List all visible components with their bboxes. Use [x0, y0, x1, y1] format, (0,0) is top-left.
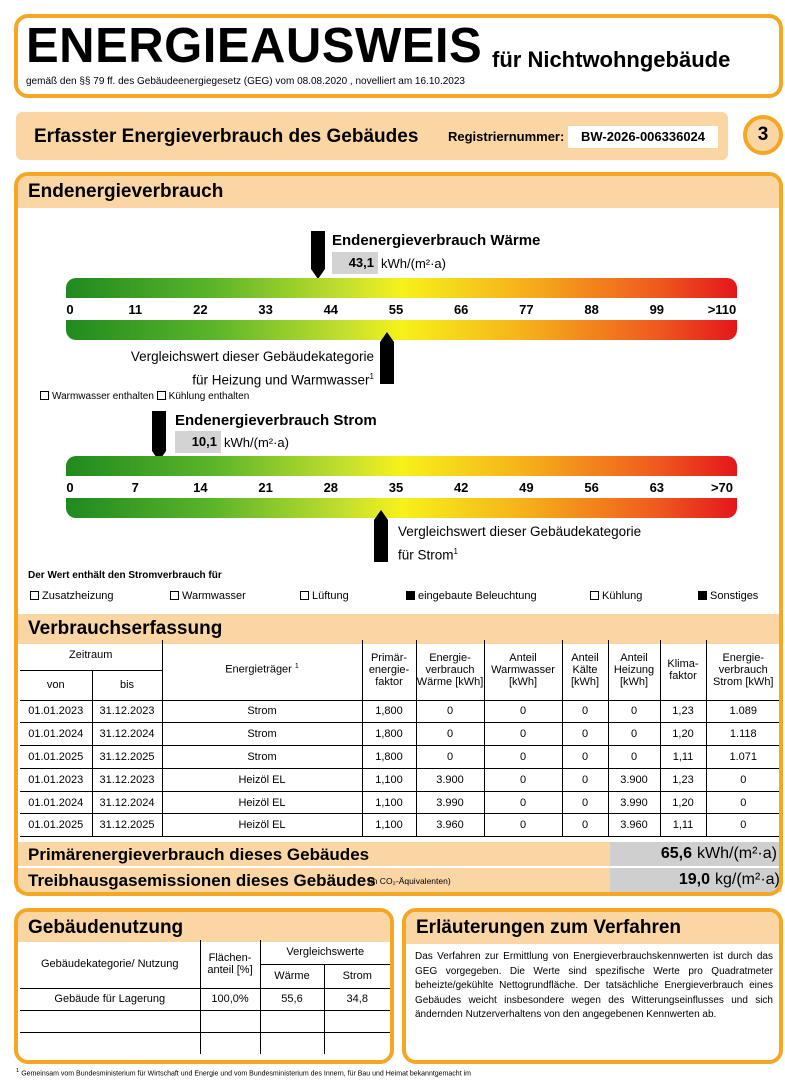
table-row: [20, 814, 780, 837]
cell-kaelte: 0: [562, 746, 608, 769]
table-row: [20, 768, 780, 791]
strom-item-label: Lüftung: [312, 590, 349, 602]
cell-bis: 31.12.2025: [92, 814, 162, 837]
cell-warmwasser: 0: [484, 791, 562, 814]
nutzung-empty-row: [20, 1010, 390, 1032]
cell-bis: 31.12.2025: [92, 746, 162, 769]
cell-traeger: Heizöl EL: [162, 791, 362, 814]
footnote-mark: 1: [16, 1068, 20, 1074]
legal-basis: gemäß den §§ 79 ff. des Gebäudeenergiegesetz (GEG) vom 08.08.2020 , novelliert am 16.10.2023: [26, 76, 465, 87]
banner-title: Erfasster Energieverbrauch des Gebäudes: [34, 126, 419, 147]
cell-kaelte: 0: [562, 723, 608, 746]
strom-item: [300, 590, 349, 602]
waerme-value: 43,1: [332, 252, 378, 274]
header-faktor: Primär- energie- faktor: [362, 640, 416, 700]
waerme-tick: 77: [519, 302, 534, 317]
waerme-tick: 55: [388, 302, 404, 317]
cell-von: 01.01.2023: [20, 768, 92, 791]
treibhaus-label: Treibhausgasemissionen dieses Gebäudes: [28, 871, 376, 890]
banner: [16, 112, 728, 160]
waerme-tick: 88: [584, 302, 599, 317]
strom-tick: 35: [388, 480, 404, 495]
cell-heizung: 0: [608, 700, 660, 723]
strom-item-checkbox: [406, 591, 415, 600]
strom-item-checkbox: [300, 591, 309, 600]
header-traeger-mark: 1: [294, 663, 299, 671]
check-warmwasser: [40, 391, 154, 402]
strom-tick: 14: [193, 480, 208, 495]
cell-faktor: 1,800: [362, 700, 416, 723]
cell-von: 01.01.2025: [20, 814, 92, 837]
strom-item-label: Kühlung: [602, 590, 643, 602]
cell-traeger: Heizöl EL: [162, 814, 362, 837]
waerme-pointer: [311, 231, 325, 279]
nutzung-section: [14, 908, 394, 1064]
nutzung-strom: 34,8: [324, 988, 390, 1010]
registration-number: BW-2026-006336024: [568, 126, 718, 148]
cell-bis: 31.12.2023: [92, 700, 162, 723]
cell-warmwasser: 0: [484, 723, 562, 746]
cell-traeger: Strom: [162, 746, 362, 769]
strom-item-checkbox: [590, 591, 599, 600]
cell-von: 01.01.2024: [20, 723, 92, 746]
cell-warmwasser: 0: [484, 700, 562, 723]
cell-strom: 0: [706, 814, 780, 837]
cell-waerme: 0: [416, 723, 484, 746]
cell-faktor: 1,100: [362, 768, 416, 791]
cell-klima: 1,11: [660, 814, 706, 837]
waerme-reference-line1: Vergleichswert dieser Gebäudekategorie: [130, 349, 374, 364]
header-traeger-wrap: [162, 640, 362, 700]
nutzung-header-flaeche: Flächen- anteil [%]: [200, 940, 260, 988]
nutzung-empty-row: [20, 1032, 390, 1054]
waerme-footnote-mark: 1: [369, 372, 374, 381]
endenergie-title: Endenergieverbrauch: [18, 176, 779, 208]
cell-strom: 1.071: [706, 746, 780, 769]
nutzung-kategorie: Gebäude für Lagerung: [20, 988, 200, 1010]
treibhaus-note: (in CO₂-Äquivalenten): [368, 876, 451, 886]
strom-footnote-mark: 1: [453, 547, 458, 556]
cell-von: 01.01.2023: [20, 700, 92, 723]
strom-note: Der Wert enthält den Stromverbrauch für: [28, 570, 222, 581]
nutzung-header-strom: Strom: [324, 964, 390, 988]
waerme-tick: 11: [128, 302, 143, 317]
cell-strom: 0: [706, 791, 780, 814]
strom-item-label: Zusatzheizung: [42, 590, 114, 602]
strom-unit: kWh/(m²·a): [224, 435, 289, 450]
strom-value: 10,1: [175, 431, 221, 453]
nutzung-header-waerme: Wärme: [260, 964, 324, 988]
cell-waerme: 3.960: [416, 814, 484, 837]
verbrauch-section: [14, 610, 783, 842]
strom-item: [590, 590, 642, 602]
cell-klima: 1,20: [660, 723, 706, 746]
waerme-ticks: [18, 302, 783, 318]
waerme-scale-bottom: [66, 320, 737, 340]
primaerenergie-unit: kWh/(m²·a): [697, 845, 777, 862]
verbrauch-title: Verbrauchserfassung: [18, 614, 779, 644]
cell-heizung: 3.900: [608, 768, 660, 791]
strom-reference-pointer: [374, 510, 388, 562]
strom-pointer: [152, 411, 166, 461]
strom-item-checkbox: [698, 591, 707, 600]
header-waerme: Energie- verbrauch Wärme [kWh]: [416, 640, 484, 700]
strom-ticks: [18, 480, 783, 496]
cell-klima: 1,23: [660, 700, 706, 723]
cell-warmwasser: 0: [484, 746, 562, 769]
cell-waerme: 0: [416, 746, 484, 769]
strom-item-label: eingebaute Beleuchtung: [418, 590, 537, 602]
header-heizung: Anteil Heizung [kWh]: [608, 640, 660, 700]
waerme-tick: 33: [258, 302, 273, 317]
strom-tick: 56: [584, 480, 599, 495]
check-kuehlung-label: Kühlung enthalten: [168, 391, 250, 402]
consumption-table: [20, 640, 780, 837]
strom-label: Endenergieverbrauch Strom: [175, 412, 377, 429]
strom-tick: 49: [519, 480, 534, 495]
cell-heizung: 0: [608, 723, 660, 746]
erlaeuterung-text: Das Verfahren zur Ermittlung von Energieverbrauchskennwerten ist durch das GEG vorgegeben. Die Werte sind spezifische Werte pro Quadratmeter beheizte/gekühlte Nettogrundfläche. Der tatsächliche Energieverbrauch eines Gebäudes weicht insbesondere wegen des Witterungseinflusses und sich ändernden Nutzerverhaltens von den angegebenen Kennwerten ab.: [415, 951, 773, 1020]
table-row: [20, 791, 780, 814]
waerme-scale-top: [66, 278, 737, 298]
erlaeuterung-title: Erläuterungen zum Verfahren: [406, 912, 779, 944]
strom-item-label: Warmwasser: [182, 590, 246, 602]
nutzung-header-kategorie: Gebäudekategorie/ Nutzung: [20, 940, 200, 988]
cell-klima: 1,11: [660, 746, 706, 769]
energy-checks: [40, 391, 249, 402]
page-number-text: 3: [757, 124, 769, 145]
header-von: von: [20, 670, 92, 700]
strom-tick: 63: [649, 480, 665, 495]
waerme-label: Endenergieverbrauch Wärme: [332, 232, 541, 249]
cell-traeger: Strom: [162, 723, 362, 746]
strom-item-label: Sonstiges: [710, 590, 759, 602]
cell-von: 01.01.2024: [20, 791, 92, 814]
cell-bis: 31.12.2024: [92, 723, 162, 746]
strom-reference-line1: Vergleichswert dieser Gebäudekategorie: [398, 524, 642, 539]
cell-waerme: 0: [416, 700, 484, 723]
strom-reference-line2-wrap: [398, 542, 641, 566]
strom-item-checkbox: [30, 591, 39, 600]
cell-warmwasser: 0: [484, 814, 562, 837]
strom-scale-top: [66, 456, 737, 476]
waerme-reference-line2: für Heizung und Warmwasser: [192, 372, 370, 388]
footnote: [16, 1068, 471, 1077]
cell-traeger: Heizöl EL: [162, 768, 362, 791]
cell-waerme: 3.900: [416, 768, 484, 791]
nutzung-table: [20, 940, 390, 1054]
checkbox-warmwasser: [40, 391, 49, 400]
nutzung-anteil: 100,0%: [200, 988, 260, 1010]
strom-reference-label: [398, 522, 641, 566]
cell-von: 01.01.2025: [20, 746, 92, 769]
header-box: [14, 14, 783, 98]
treibhaus-row: [16, 868, 782, 892]
primaerenergie-value: 65,6: [660, 845, 692, 862]
cell-bis: 31.12.2024: [92, 791, 162, 814]
header-kaelte: Anteil Kälte [kWh]: [562, 640, 608, 700]
strom-tick: >70: [710, 480, 734, 495]
document-subtitle: für Nichtwohngebäude: [492, 47, 731, 72]
cell-waerme: 3.990: [416, 791, 484, 814]
endenergie-section: [14, 172, 783, 622]
waerme-tick: 44: [323, 302, 339, 317]
strom-tick: 7: [131, 480, 139, 495]
cell-heizung: 3.990: [608, 791, 660, 814]
checkbox-kuehlung: [157, 391, 166, 400]
waerme-unit: kWh/(m²·a): [381, 256, 446, 271]
header-bis: bis: [92, 670, 162, 700]
strom-pointer-shape: [152, 411, 166, 461]
waerme-reference-line2-wrap: [98, 367, 374, 391]
nutzung-title: Gebäudenutzung: [18, 912, 390, 942]
cell-strom: 0: [706, 768, 780, 791]
primaerenergie-value-box: [610, 842, 780, 866]
primaerenergie-label: Primärenergieverbrauch dieses Gebäudes: [28, 845, 370, 864]
footnote-text: Gemeinsam vom Bundesministerium für Wirtschaft und Energie und vom Bundesministerium des Innern, für Bau und Heimat bekanntgemacht im: [21, 1070, 471, 1078]
document-title: ENERGIEAUSWEIS: [26, 19, 483, 73]
cell-faktor: 1,800: [362, 746, 416, 769]
nutzung-row: [20, 988, 390, 1010]
cell-heizung: 3.960: [608, 814, 660, 837]
waerme-reference-shape: [380, 332, 394, 384]
header-warmwasser: Anteil Warmwasser [kWh]: [484, 640, 562, 700]
header-zeitraum: Zeitraum: [20, 640, 162, 670]
cell-bis: 31.12.2023: [92, 768, 162, 791]
waerme-tick: 66: [453, 302, 469, 317]
erlaeuterung-section: [402, 908, 783, 1064]
strom-item: [698, 590, 758, 602]
page-number: [743, 115, 783, 155]
consumption-rows: [20, 700, 780, 837]
strom-scale-bottom: [66, 498, 737, 518]
strom-items: [18, 590, 783, 604]
cell-kaelte: 0: [562, 814, 608, 837]
waerme-pointer-shape: [311, 231, 325, 279]
waerme-tick: >110: [707, 302, 737, 317]
cell-kaelte: 0: [562, 791, 608, 814]
waerme-tick: 99: [649, 302, 665, 317]
cell-traeger: Strom: [162, 700, 362, 723]
table-row: [20, 723, 780, 746]
strom-tick: 28: [323, 480, 339, 495]
cell-strom: 1.118: [706, 723, 780, 746]
primaerenergie-row: [16, 842, 782, 866]
strom-item-checkbox: [170, 591, 179, 600]
waerme-reference-pointer: [380, 332, 394, 384]
registration-label: Registriernummer:: [448, 129, 565, 144]
check-warmwasser-label: Warmwasser enthalten: [52, 391, 154, 402]
table-row: [20, 746, 780, 769]
strom-tick: 0: [66, 480, 74, 495]
check-kuehlung: [157, 391, 250, 402]
treibhaus-unit: kg/(m²·a): [715, 871, 780, 888]
waerme-reference-label: [98, 347, 374, 391]
cell-kaelte: 0: [562, 768, 608, 791]
table-row: [20, 700, 780, 723]
strom-item: [406, 590, 537, 602]
strom-tick: 42: [453, 480, 469, 495]
treibhaus-value-box: [610, 868, 780, 892]
cell-warmwasser: 0: [484, 768, 562, 791]
strom-item: [30, 590, 114, 602]
header-strom: Energie- verbrauch Strom [kWh]: [706, 640, 780, 700]
strom-tick: 21: [258, 480, 273, 495]
cell-kaelte: 0: [562, 700, 608, 723]
strom-reference-line2: für Strom: [398, 547, 454, 563]
treibhaus-value: 19,0: [678, 871, 710, 888]
header-klima: Klima- faktor: [660, 640, 706, 700]
strom-item: [170, 590, 246, 602]
nutzung-waerme: 55,6: [260, 988, 324, 1010]
cell-faktor: 1,100: [362, 814, 416, 837]
waerme-tick: 0: [66, 302, 74, 317]
strom-reference-shape: [374, 510, 388, 562]
cell-klima: 1,23: [660, 768, 706, 791]
nutzung-header-vergleich: Vergleichswerte: [260, 940, 390, 964]
cell-klima: 1,20: [660, 791, 706, 814]
header-traeger: Energieträger: [225, 664, 292, 677]
cell-faktor: 1,800: [362, 723, 416, 746]
waerme-tick: 22: [193, 302, 208, 317]
cell-faktor: 1,100: [362, 791, 416, 814]
cell-heizung: 0: [608, 746, 660, 769]
cell-strom: 1.089: [706, 700, 780, 723]
